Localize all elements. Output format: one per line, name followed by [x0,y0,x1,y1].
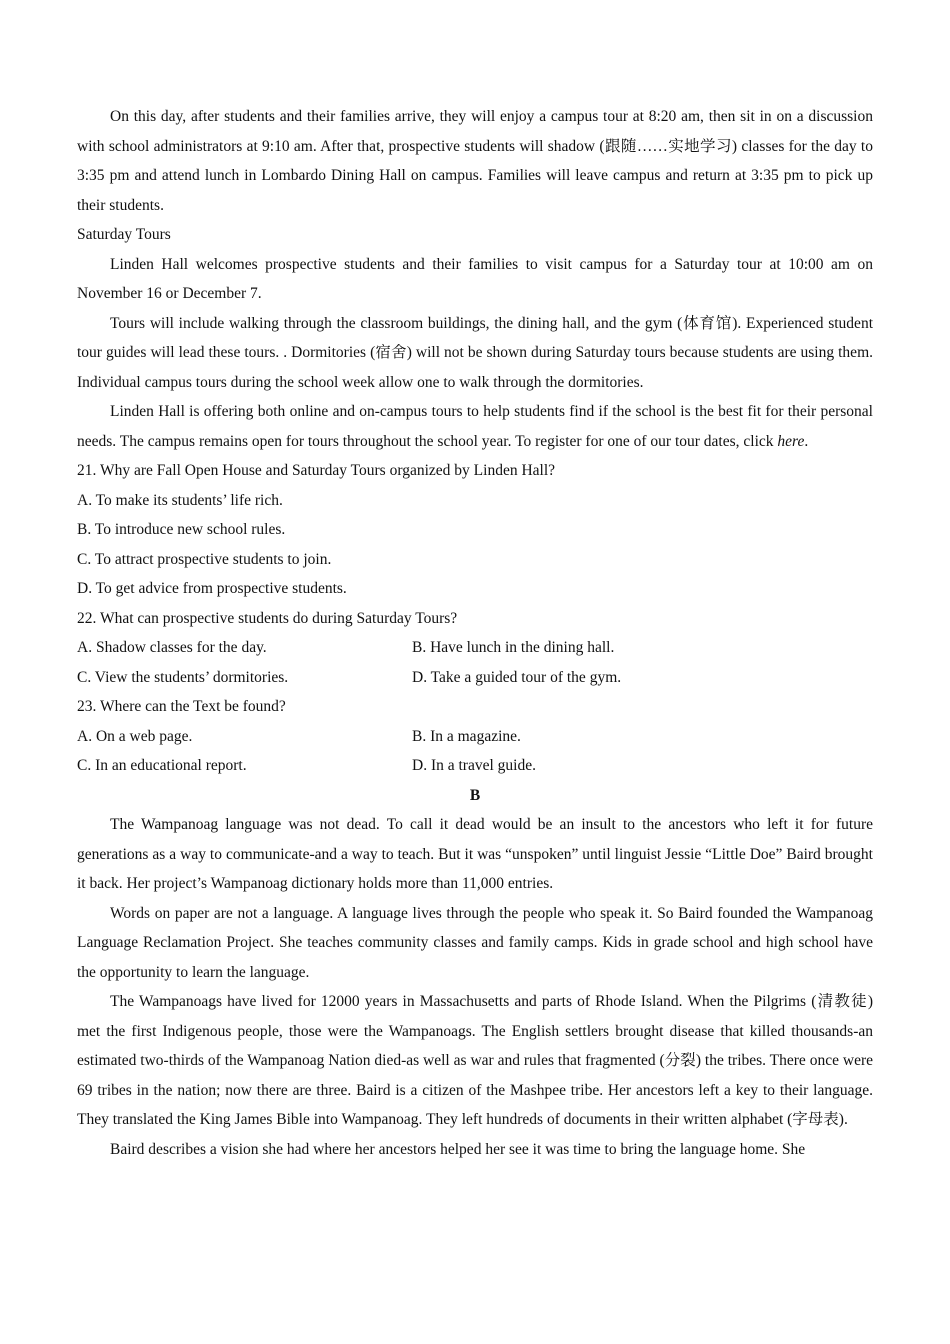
question-23-option-d: D. In a travel guide. [412,757,536,774]
question-22-options-row-2 [77,663,873,693]
question-21-option-c: C. To attract prospective students to join. [77,550,332,568]
question-22-option-a: A. Shadow classes for the day. [77,639,267,656]
question-22-option-c: C. View the students’ dormitories. [77,668,289,686]
document-page [77,102,873,1164]
register-link[interactable]: here [777,432,805,450]
question-21-option-d: D. To get advice from prospective students. [77,580,347,597]
passage-a-paragraph-2: Linden Hall welcomes prospective students and their families to visit campus for a Saturday tour at 10:00 am on November 16 or December 7. [77,255,873,302]
question-22-option-d: D. Take a guided tour of the gym. [412,668,622,686]
question-22-option-b: B. Have lunch in the dining hall. [412,639,615,656]
question-21-stem: 21. Why are Fall Open House and Saturday Tours organized by Linden Hall? [77,462,556,479]
question-23-option-b: B. In a magazine. [412,727,521,745]
paragraph-4-text: Linden Hall is offering both online and on-campus tours to help students find if the school is the best fit for their personal needs. The campus remains open for tours throughout the school year. To register for one of our tour dates, click [77,403,873,450]
paragraph-4-end: . [804,432,809,450]
section-heading-saturday-tours: Saturday Tours [77,226,171,243]
question-23-options-row-2 [77,751,873,781]
passage-b-paragraph-3: The Wampanoags have lived for 12000 years in Massachusetts and parts of Rhode Island. When the Pilgrims (清教徒) met the first Indigenous people, those were the Wampanoags. The English settlers brought disease that killed thousands-an estimated two-thirds of the Wampanoag Nation died-as well as war and rules that fragmented (分裂) the tribes. There once were 69 tribes in the nation; now there are three. Baird is a citizen of the Mashpee tribe. Her ancestors left a key to their language. They translated the King James Bible into Wampanoag. They left hundreds of documents in their written alphabet (字母表). [77,993,873,1128]
question-23-options-row-1 [77,722,873,752]
question-23-stem: 23. Where can the Text be found? [77,698,286,715]
question-22-stem: 22. What can prospective students do during Saturday Tours? [77,609,458,627]
section-b-label: B [469,786,481,804]
passage-a-paragraph-3: Tours will include walking through the classroom buildings, the dining hall, and the gym (体育馆). Experienced student tour guides will lead these tours. . Dormitories (宿舍) will not be shown during Saturday tours because students are using them. Individual campus tours during the school week allow one to walk through the dormitories. [77,314,873,391]
passage-b-paragraph-4: Baird describes a vision she had where her ancestors helped her see it was time to bring the language home. She [110,1140,806,1158]
question-23-option-a: A. On a web page. [77,727,193,745]
passage-a-paragraph-1: On this day, after students and their families arrive, they will enjoy a campus tour at 8:20 am, then sit in on a discussion with school administrators at 9:10 am. After that, prospective students will shadow (跟随……实地学习) classes for the day to 3:35 pm and attend lunch in Lombardo Dining Hall on campus. Families will leave campus and return at 3:35 pm to pick up their students. [77,108,873,214]
question-21-option-a: A. To make its students’ life rich. [77,491,283,509]
passage-b-paragraph-2: Words on paper are not a language. A language lives through the people who speak it. So Baird founded the Wampanoag Language Reclamation Project. She teaches community classes and family camps. Kids in grade school and high school have the opportunity to learn the language. [77,904,873,981]
question-23-option-c: C. In an educational report. [77,757,247,774]
question-21-option-b: B. To introduce new school rules. [77,521,286,538]
passage-b-paragraph-1: The Wampanoag language was not dead. To call it dead would be an insult to the ancestors who left it for future generations as a way to communicate-and a way to teach. But it was “unspoken” until linguist Jessie “Little Doe” Baird brought it back. Her project’s Wampanoag dictionary holds more than 11,000 entries. [77,816,873,892]
question-22-options-row-1 [77,633,873,663]
passage-a-paragraph-4 [77,397,873,456]
